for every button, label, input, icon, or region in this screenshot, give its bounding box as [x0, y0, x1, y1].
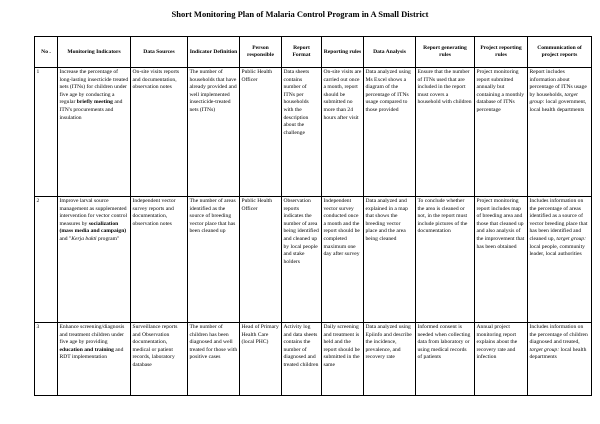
table-row [35, 197, 592, 323]
cell-format: Activity log and data sheets contains the number of diagnosed and treated children [282, 323, 322, 396]
cell-communication [528, 68, 592, 197]
cell-project: Project monitoring report submitted annually but containing a monthly database of ITNs percentage [475, 68, 528, 197]
indicator-text-end: and RDT implementation [59, 346, 124, 361]
cell-analysis: Data analyzed using Epiinfo and describe the incidence, prevalence, and recovery rate [364, 323, 416, 396]
cell-no: 2 [35, 197, 58, 323]
cell-generating: To conclude whether the area is cleaned or not, in the report must include pictures of the documentation [416, 197, 475, 323]
indicator-text: Improve larval source management as supplemented intervention for vector control measures by [59, 198, 128, 227]
indicator-bold: briefly meeting [76, 99, 113, 106]
indicator-text: Increase the percentage of long-lasting insecticide treated nets (ITNs) for children under five age by conducting a regular [59, 69, 129, 106]
header-indicator-definition: Indicator Definition [188, 37, 240, 68]
header-communication: Communication of project reports [528, 37, 592, 68]
header-data-sources: Data Sources [131, 37, 188, 68]
header-row [35, 37, 592, 68]
indicator-text: Enhance screening/diagnosis and treatment children under five age by providing [59, 324, 125, 346]
header-data-analysis: Data Analysis [364, 37, 416, 68]
cell-generating: Ensure that the number of ITNs used that are included in the report must covers a household with children [416, 68, 475, 197]
indicator-italic: Kerja bakti [71, 235, 97, 242]
indicator-bold: education and training [59, 346, 114, 353]
cell-definition: The number of households that have already provided and well implemented insecticide-treated nets (ITNs) [188, 68, 240, 197]
cell-analysis: Data analyzed using Ms Excel shows a diagram of the percentage of ITNs usage compared to those provided [364, 68, 416, 197]
header-report-generating-rules: Report generating rules [416, 37, 475, 68]
cell-analysis: Data analyzed and explained in a map that shows the breeding vector place and the area being cleaned [364, 197, 416, 323]
document-title: Short Monitoring Plan of Malaria Control Program in A Small District [171, 9, 429, 19]
communication-target: local health departments [529, 346, 587, 361]
cell-reporting: Independent vector survey conducted once a month and the report should be completed maximum one day after survey [322, 197, 364, 323]
header-project-reporting-rules: Project reporting rules [475, 37, 528, 68]
communication-text: Report includes information about percentage of ITNs usage by households, [529, 69, 587, 98]
cell-no: 3 [35, 323, 58, 396]
communication-target: local government, local health departments [529, 99, 587, 113]
cell-sources: Independent vector survey reports and documentation, observation notes [131, 197, 188, 323]
cell-reporting: On-site visits are carried out once a month, report should be submitted no more than 24 hours after visit [322, 68, 364, 197]
cell-format: Data sheets contains number of ITNs per households with the description about the challenge [282, 68, 322, 197]
cell-definition: The number of children has been diagnosed and well treated for those with positive cases [188, 323, 240, 396]
table-row [35, 68, 592, 197]
cell-communication [528, 197, 592, 323]
cell-sources: On-site visits reports and documentation, observation notes [131, 68, 188, 197]
target-group-label: target group: [556, 235, 586, 242]
monitoring-plan-table [34, 36, 592, 396]
indicator-text-mid: and " [59, 235, 72, 242]
table-row [35, 323, 592, 396]
indicator-bold: socialization (mass media and campaign) [59, 220, 127, 235]
header-report-format: Report Format [282, 37, 322, 68]
cell-communication [528, 323, 592, 396]
target-group-label: target group: [529, 91, 578, 106]
cell-indicator [58, 197, 131, 323]
cell-reporting: Daily screening and treatment is held and the report should be submitted in the same [322, 323, 364, 396]
header-monitoring-indicators: Monitoring Indicators [58, 37, 131, 68]
cell-person: Head of Primary Health Care (local PHC) [240, 323, 282, 396]
target-group-label: target group: [529, 346, 560, 353]
cell-no: 1 [35, 68, 58, 197]
indicator-text-end: and ITN's procurements and insulation [59, 99, 123, 121]
cell-generating: Informed consent is needed when collecting data from laboratory or using medical records of patients [416, 323, 475, 396]
communication-target: local people, community leader, local authorities [529, 243, 585, 258]
cell-person: Public Health Officer [240, 197, 282, 323]
indicator-text-end: program" [96, 235, 120, 242]
cell-person: Public Health Officer [240, 68, 282, 197]
cell-sources: Surveillance reports and Observation documentation, medical or patient records, laboratory database [131, 323, 188, 396]
cell-indicator [58, 323, 131, 396]
header-person-responsible: Person responsible [240, 37, 282, 68]
cell-project: Annual project monitoring report explains about the recovery rate and infection [475, 323, 528, 396]
cell-format: Observation reports indicates the number of area being identified and cleaned up by local people and stake holders [282, 197, 322, 323]
communication-text: Includes information on the percentage of children diagnosed and treated, [529, 324, 588, 346]
header-no: No . [35, 37, 58, 68]
cell-definition: The number of areas identified as the source of breeding vector place that has been cleaned up [188, 197, 240, 323]
cell-indicator [58, 68, 131, 197]
header-reporting-rules: Reporting rules [322, 37, 364, 68]
cell-project: Project monitoring report includes map of breeding area and those that cleaned up and also analysis of the improvement that has been obtained [475, 197, 528, 323]
communication-text: Includes information on the percentage of areas identified as a source of vector breeding place that has been identified and cleaned up, [529, 198, 588, 242]
